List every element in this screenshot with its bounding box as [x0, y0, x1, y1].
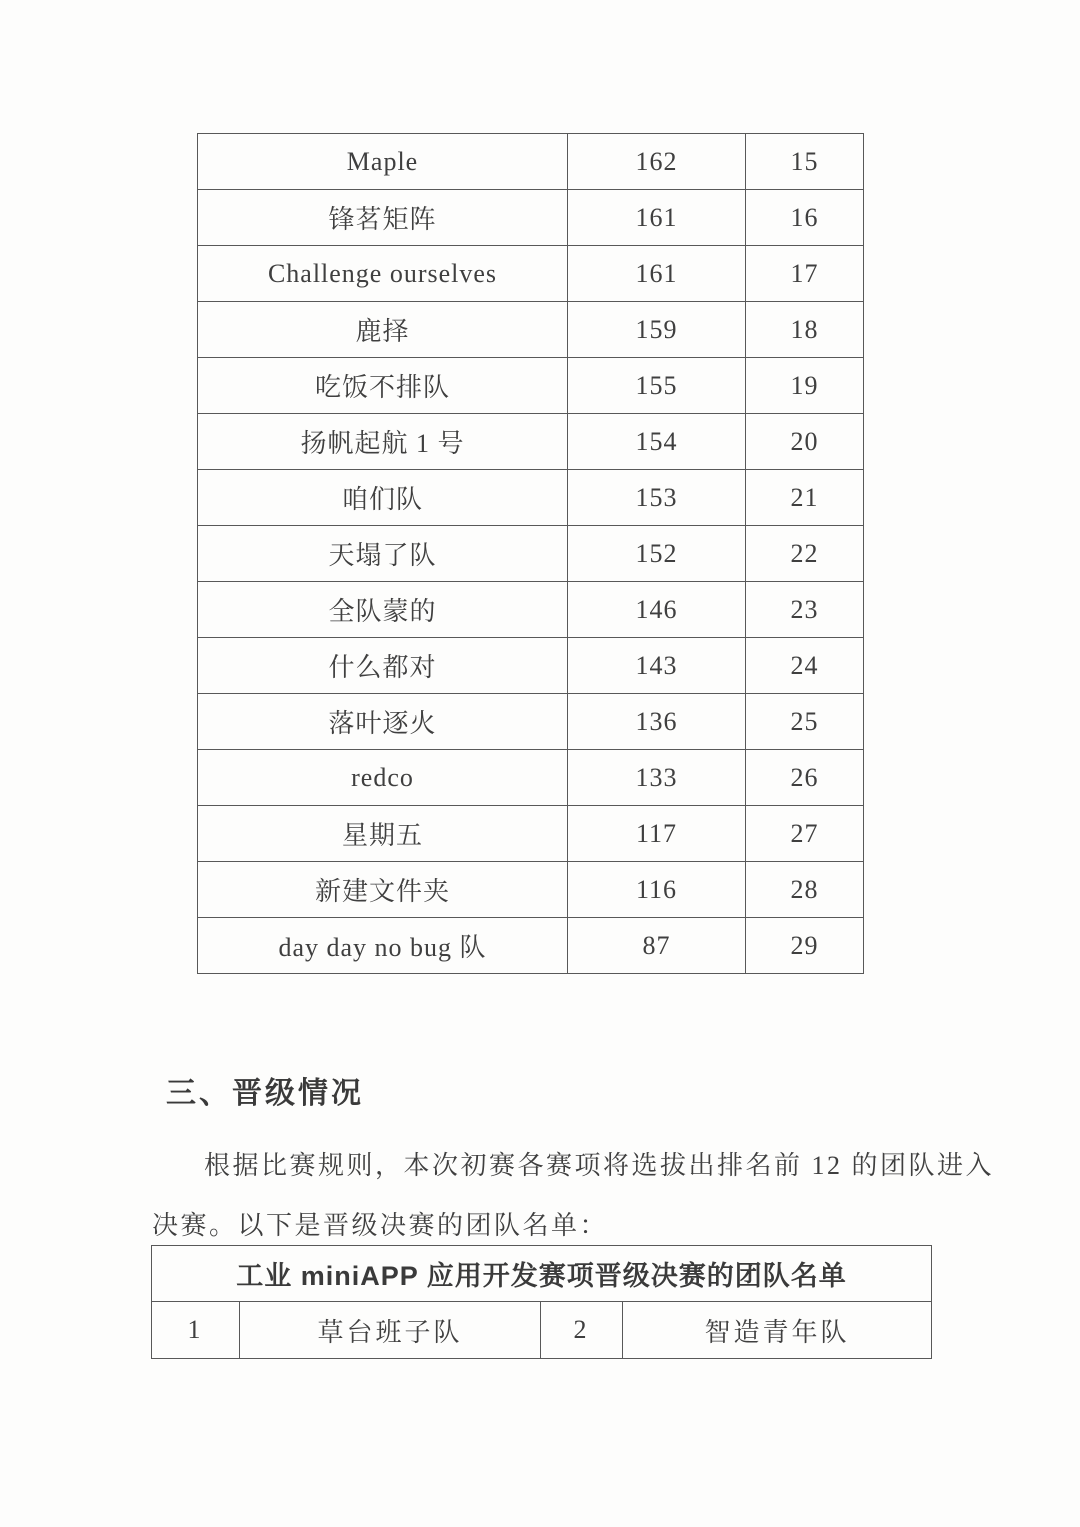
score-cell: 116	[568, 862, 746, 918]
team-name-cell: redco	[198, 750, 568, 806]
rank-cell: 29	[746, 918, 864, 974]
team-name-cell: 鹿择	[198, 302, 568, 358]
rank-cell: 26	[746, 750, 864, 806]
table-row	[198, 302, 864, 358]
score-cell: 155	[568, 358, 746, 414]
finalist-team-cell: 草台班子队	[240, 1302, 541, 1359]
rank-cell: 17	[746, 246, 864, 302]
score-cell: 146	[568, 582, 746, 638]
team-name-cell: 新建文件夹	[198, 862, 568, 918]
table-row	[198, 750, 864, 806]
score-cell: 161	[568, 190, 746, 246]
finalist-table	[151, 1245, 932, 1359]
rank-cell: 19	[746, 358, 864, 414]
paragraph-line-2: 决赛。以下是晋级决赛的团队名单：	[152, 1211, 609, 1240]
paragraph	[152, 1136, 995, 1256]
score-cell: 133	[568, 750, 746, 806]
table-row	[198, 526, 864, 582]
rank-cell: 22	[746, 526, 864, 582]
score-cell: 87	[568, 918, 746, 974]
table-row	[198, 918, 864, 974]
team-name-cell: 锋茗矩阵	[198, 190, 568, 246]
table-row	[198, 470, 864, 526]
paragraph-line-1: 根据比赛规则，本次初赛各赛项将选拔出排名前 12 的团队进入	[204, 1151, 995, 1180]
finalist-no-cell: 2	[541, 1302, 623, 1359]
rank-cell: 23	[746, 582, 864, 638]
table-row	[198, 638, 864, 694]
rank-cell: 27	[746, 806, 864, 862]
section-heading: 三、晋级情况	[166, 1077, 364, 1110]
team-name-cell: 全队蒙的	[198, 582, 568, 638]
table-row	[198, 246, 864, 302]
finalist-table-title: 工业 miniAPP 应用开发赛项晋级决赛的团队名单	[152, 1246, 932, 1302]
rank-cell: 18	[746, 302, 864, 358]
table-row	[198, 862, 864, 918]
score-table	[197, 133, 864, 974]
finalist-team-cell: 智造青年队	[623, 1302, 932, 1359]
rank-cell: 24	[746, 638, 864, 694]
table-row	[198, 134, 864, 190]
table-row	[198, 694, 864, 750]
score-cell: 154	[568, 414, 746, 470]
table-row	[198, 582, 864, 638]
rank-cell: 25	[746, 694, 864, 750]
team-name-cell: 什么都对	[198, 638, 568, 694]
rank-cell: 21	[746, 470, 864, 526]
finalist-no-cell: 1	[152, 1302, 240, 1359]
team-name-cell: day day no bug 队	[198, 918, 568, 974]
score-cell: 143	[568, 638, 746, 694]
score-cell: 153	[568, 470, 746, 526]
team-name-cell: 咱们队	[198, 470, 568, 526]
team-name-cell: 吃饭不排队	[198, 358, 568, 414]
score-cell: 152	[568, 526, 746, 582]
rank-cell: 28	[746, 862, 864, 918]
team-name-cell: 扬帆起航 1 号	[198, 414, 568, 470]
finalist-table-title-row	[152, 1246, 932, 1302]
table-row	[198, 190, 864, 246]
score-cell: 161	[568, 246, 746, 302]
table-row	[198, 806, 864, 862]
score-cell: 136	[568, 694, 746, 750]
team-name-cell: Challenge ourselves	[198, 246, 568, 302]
table-row	[198, 414, 864, 470]
score-cell: 117	[568, 806, 746, 862]
score-cell: 162	[568, 134, 746, 190]
team-name-cell: Maple	[198, 134, 568, 190]
team-name-cell: 落叶逐火	[198, 694, 568, 750]
table-row	[198, 358, 864, 414]
team-name-cell: 星期五	[198, 806, 568, 862]
rank-cell: 20	[746, 414, 864, 470]
rank-cell: 15	[746, 134, 864, 190]
team-name-cell: 天塌了队	[198, 526, 568, 582]
rank-cell: 16	[746, 190, 864, 246]
finalist-table-row	[152, 1302, 932, 1359]
score-cell: 159	[568, 302, 746, 358]
